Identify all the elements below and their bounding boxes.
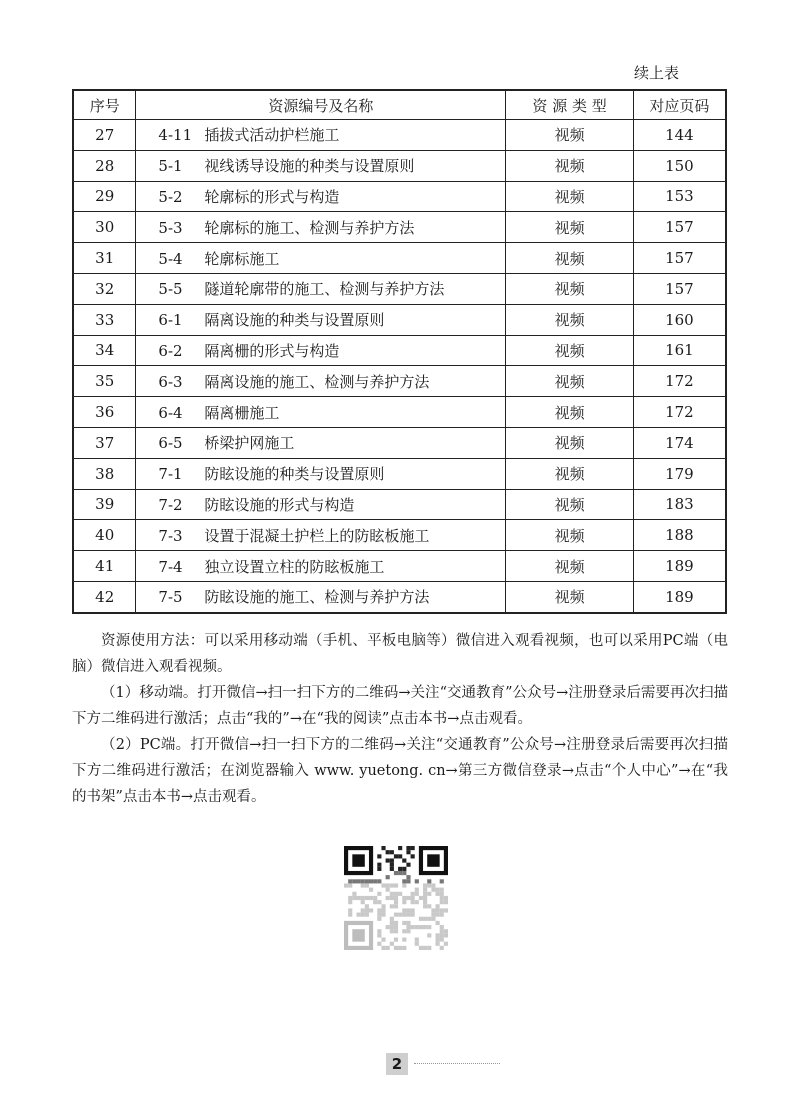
continued-label: 续上表 [634,64,680,82]
row-code: 7-2 [158,495,183,514]
row-no: 36 [73,397,136,428]
row-resource [136,181,506,212]
table-row [73,458,726,489]
row-name: 桥梁护网施工 [204,434,295,453]
usage-notes [72,628,728,810]
row-page: 157 [633,243,726,274]
row-no: 39 [73,489,136,520]
row-resource [136,581,506,612]
row-page: 157 [633,273,726,304]
row-name: 隔离设施的种类与设置原则 [204,311,385,330]
row-page: 150 [633,150,726,181]
row-page: 157 [633,212,726,243]
table-row [73,212,726,243]
row-page: 161 [633,335,726,366]
row-name: 隔离栅的形式与构造 [204,341,340,360]
row-resource [136,427,506,458]
row-name: 轮廓标的形式与构造 [204,187,340,206]
resource-table [72,89,727,614]
row-resource [136,551,506,582]
row-name: 隧道轮廓带的施工、检测与养护方法 [204,280,445,299]
row-code: 6-5 [158,434,183,453]
table-row [73,397,726,428]
table-header-row [73,90,726,120]
row-resource [136,273,506,304]
row-page: 153 [633,181,726,212]
row-type: 视频 [506,397,633,428]
row-name: 隔离栅施工 [204,403,280,422]
row-type: 视频 [506,212,633,243]
row-name: 隔离设施的施工、检测与养护方法 [204,372,430,391]
table-row [73,120,726,151]
row-name: 防眩设施的种类与设置原则 [204,465,385,484]
row-type: 视频 [506,243,633,274]
row-no: 42 [73,581,136,612]
row-no: 41 [73,551,136,582]
row-type: 视频 [506,150,633,181]
row-code: 6-2 [158,341,183,360]
row-name: 防眩设施的形式与构造 [204,495,355,514]
row-page: 172 [633,397,726,428]
notes-mobile: （1）移动端。打开微信→扫一扫下方的二维码→关注“交通教育”公众号→注册登录后需要再次扫描下方二维码进行激活；点击“我的”→在“我的阅读”点击本书→点击观看。 [72,685,728,727]
row-type: 视频 [506,273,633,304]
row-type: 视频 [506,304,633,335]
table-row [73,581,726,612]
row-no: 40 [73,520,136,551]
row-resource [136,120,506,151]
notes-pc: （2）PC端。打开微信→扫一扫下方的二维码→关注“交通教育”公众号→注册登录后需要再次扫描下方二维码进行激活；在浏览器输入 www. yuetong. cn→第三方微信登录→点击“个人中心”→在“我的书架”点击本书→点击观看。 [72,737,728,805]
row-page: 172 [633,366,726,397]
row-code: 5-2 [158,187,183,206]
table-row [73,304,726,335]
row-no: 35 [73,366,136,397]
row-no: 29 [73,181,136,212]
footer-rule [414,1063,500,1064]
row-page: 189 [633,581,726,612]
row-type: 视频 [506,366,633,397]
row-no: 28 [73,150,136,181]
row-no: 31 [73,243,136,274]
row-page: 160 [633,304,726,335]
row-code: 5-5 [158,280,183,299]
header-name: 资源编号及名称 [136,90,506,120]
row-code: 6-1 [158,311,183,330]
row-code: 5-3 [158,218,183,237]
notes-intro: 资源使用方法：可以采用移动端（手机、平板电脑等）微信进入观看视频，也可以采用PC端（电脑）微信进入观看视频。 [72,633,728,675]
row-type: 视频 [506,120,633,151]
table-row [73,520,726,551]
header-type: 资 源 类 型 [506,90,633,120]
row-type: 视频 [506,427,633,458]
row-resource [136,150,506,181]
row-page: 189 [633,551,726,582]
row-code: 4-11 [158,126,193,145]
row-page: 174 [633,427,726,458]
row-resource [136,335,506,366]
row-type: 视频 [506,551,633,582]
row-code: 7-5 [158,588,183,607]
row-type: 视频 [506,520,633,551]
row-code: 5-4 [158,249,183,268]
row-type: 视频 [506,458,633,489]
table-row [73,181,726,212]
row-name: 防眩设施的施工、检测与养护方法 [204,588,430,607]
table-row [73,273,726,304]
row-code: 7-3 [158,526,183,545]
row-name: 独立设置立柱的防眩板施工 [204,557,385,576]
row-code: 5-1 [158,157,183,176]
row-resource [136,489,506,520]
row-type: 视频 [506,335,633,366]
row-type: 视频 [506,489,633,520]
row-resource [136,366,506,397]
row-name: 插拔式活动护栏施工 [204,126,340,145]
row-name: 轮廓标施工 [204,249,280,268]
row-type: 视频 [506,581,633,612]
row-resource [136,304,506,335]
row-type: 视频 [506,181,633,212]
row-code: 7-4 [158,557,183,576]
row-name: 轮廓标的施工、检测与养护方法 [204,218,415,237]
row-resource [136,397,506,428]
row-code: 6-3 [158,372,183,391]
row-resource [136,520,506,551]
row-page: 179 [633,458,726,489]
table-row [73,150,726,181]
row-name: 视线诱导设施的种类与设置原则 [204,157,415,176]
row-no: 38 [73,458,136,489]
row-code: 7-1 [158,465,183,484]
table-row [73,366,726,397]
table-row [73,243,726,274]
row-no: 34 [73,335,136,366]
row-no: 32 [73,273,136,304]
table-row [73,335,726,366]
table-row [73,427,726,458]
row-page: 183 [633,489,726,520]
row-resource [136,243,506,274]
header-no: 序号 [73,90,136,120]
table-row [73,551,726,582]
row-resource [136,458,506,489]
row-no: 37 [73,427,136,458]
row-name: 设置于混凝土护栏上的防眩板施工 [204,526,430,545]
row-resource [136,212,506,243]
qr-code-icon[interactable] [344,846,448,950]
row-no: 30 [73,212,136,243]
row-no: 27 [73,120,136,151]
page-number: 2 [386,1053,408,1075]
row-page: 188 [633,520,726,551]
row-page: 144 [633,120,726,151]
table-row [73,489,726,520]
row-no: 33 [73,304,136,335]
row-code: 6-4 [158,403,183,422]
header-page: 对应页码 [633,90,726,120]
